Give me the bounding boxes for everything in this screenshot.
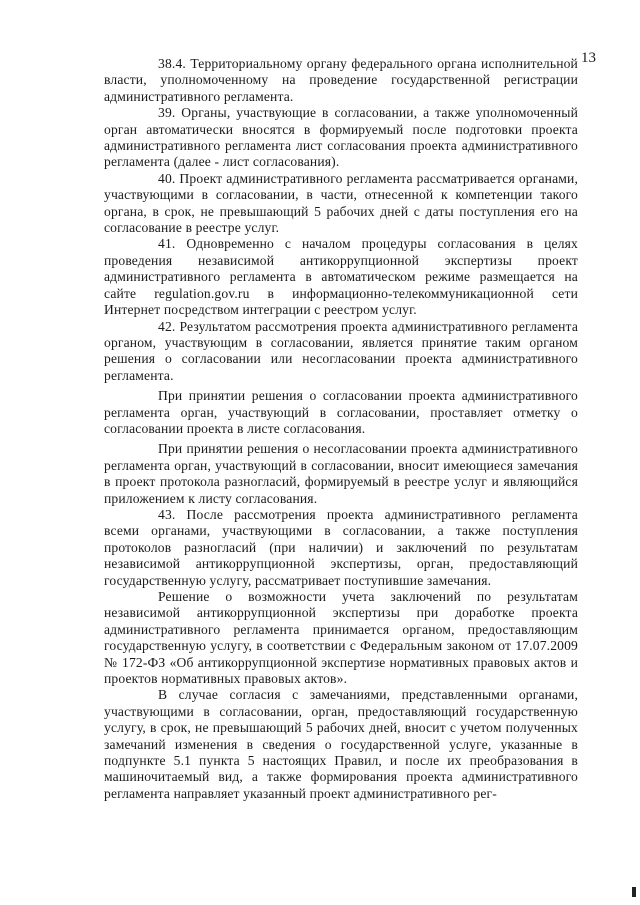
paragraph-39: 39. Органы, участвующие в согласовании, а также уполномоченный орган автоматически вносятся в формируемый после подготовки проекта административного регламента лист согласования проекта административного регламента (далее - лист согласования).	[104, 105, 578, 170]
paragraph-42-approval: При принятии решения о согласовании проекта административного регламента орган, участвующий в согласовании, проставляет отметку о согласовании проекта в листе согласования.	[104, 388, 578, 436]
paragraph-43: 43. После рассмотрения проекта административного регламента всеми органами, участвующими в согласовании, а также поступления протоколов разногласий (при наличии) и заключений по результатам независимой антикоррупционной экспертизы, орган, предоставляющий государственную услугу, рассматривает поступившие замечания.	[104, 506, 578, 588]
paragraph-42: 42. Результатом рассмотрения проекта административного регламента органом, участвующим в согласовании, является принятие таким органом решения о согласовании или несогласовании проекта административного регламента.	[104, 318, 578, 383]
paragraph-41: 41. Одновременно с началом процедуры согласования в целях проведения независимой антикоррупционной экспертизы проект административного регламента в автоматическом режиме размещается на сайте regulation.gov.ru в информационно-телекоммуникационной сети Интернет посредством интеграции с реестром услуг.	[104, 236, 578, 318]
paragraph-43-agreement: В случае согласия с замечаниями, представленными органами, участвующими в согласовании, орган, предоставляющий государственную услугу, в срок, не превышающий 5 рабочих дней, вносит с учетом полученных замечаний изменения в сведения о государственной услуге, указанные в подпункте 5.1 пункта 5 настоящих Правил, и после их преобразования в машиночитаемый вид, а также формирования проекта административного регламента направляет указанный проект административного рег-	[104, 687, 578, 801]
paragraph-38-4: 38.4. Территориальному органу федерального органа исполнительной власти, уполномоченному на проведение государственной регистрации административного регламента.	[104, 56, 578, 104]
paragraph-42-rejection: При принятии решения о несогласовании проекта административного регламента орган, участвующий в согласовании, вносит имеющиеся замечания в проект протокола разногласий, формируемый в реестре услуг и являющийся приложением к листу согласования.	[104, 441, 578, 506]
scan-edge-mark	[632, 887, 636, 897]
paragraph-40: 40. Проект административного регламента рассматривается органами, участвующими в согласовании, в части, отнесенной к компетенции такого органа, в срок, не превышающий 5 рабочих дней с даты поступления его на согласование в реестре услуг.	[104, 170, 578, 236]
paragraph-43-decision: Решение о возможности учета заключений по результатам независимой антикоррупционной экспертизы при доработке проекта административного регламента принимается органом, предоставляющим государственную услугу, в соответствии с Федеральным законом от 17.07.2009 № 172-ФЗ «Об антикоррупционной экспертизе нормативных правовых актов и проектов нормативных правовых актов».	[104, 589, 578, 687]
page-number: 13	[581, 50, 596, 66]
